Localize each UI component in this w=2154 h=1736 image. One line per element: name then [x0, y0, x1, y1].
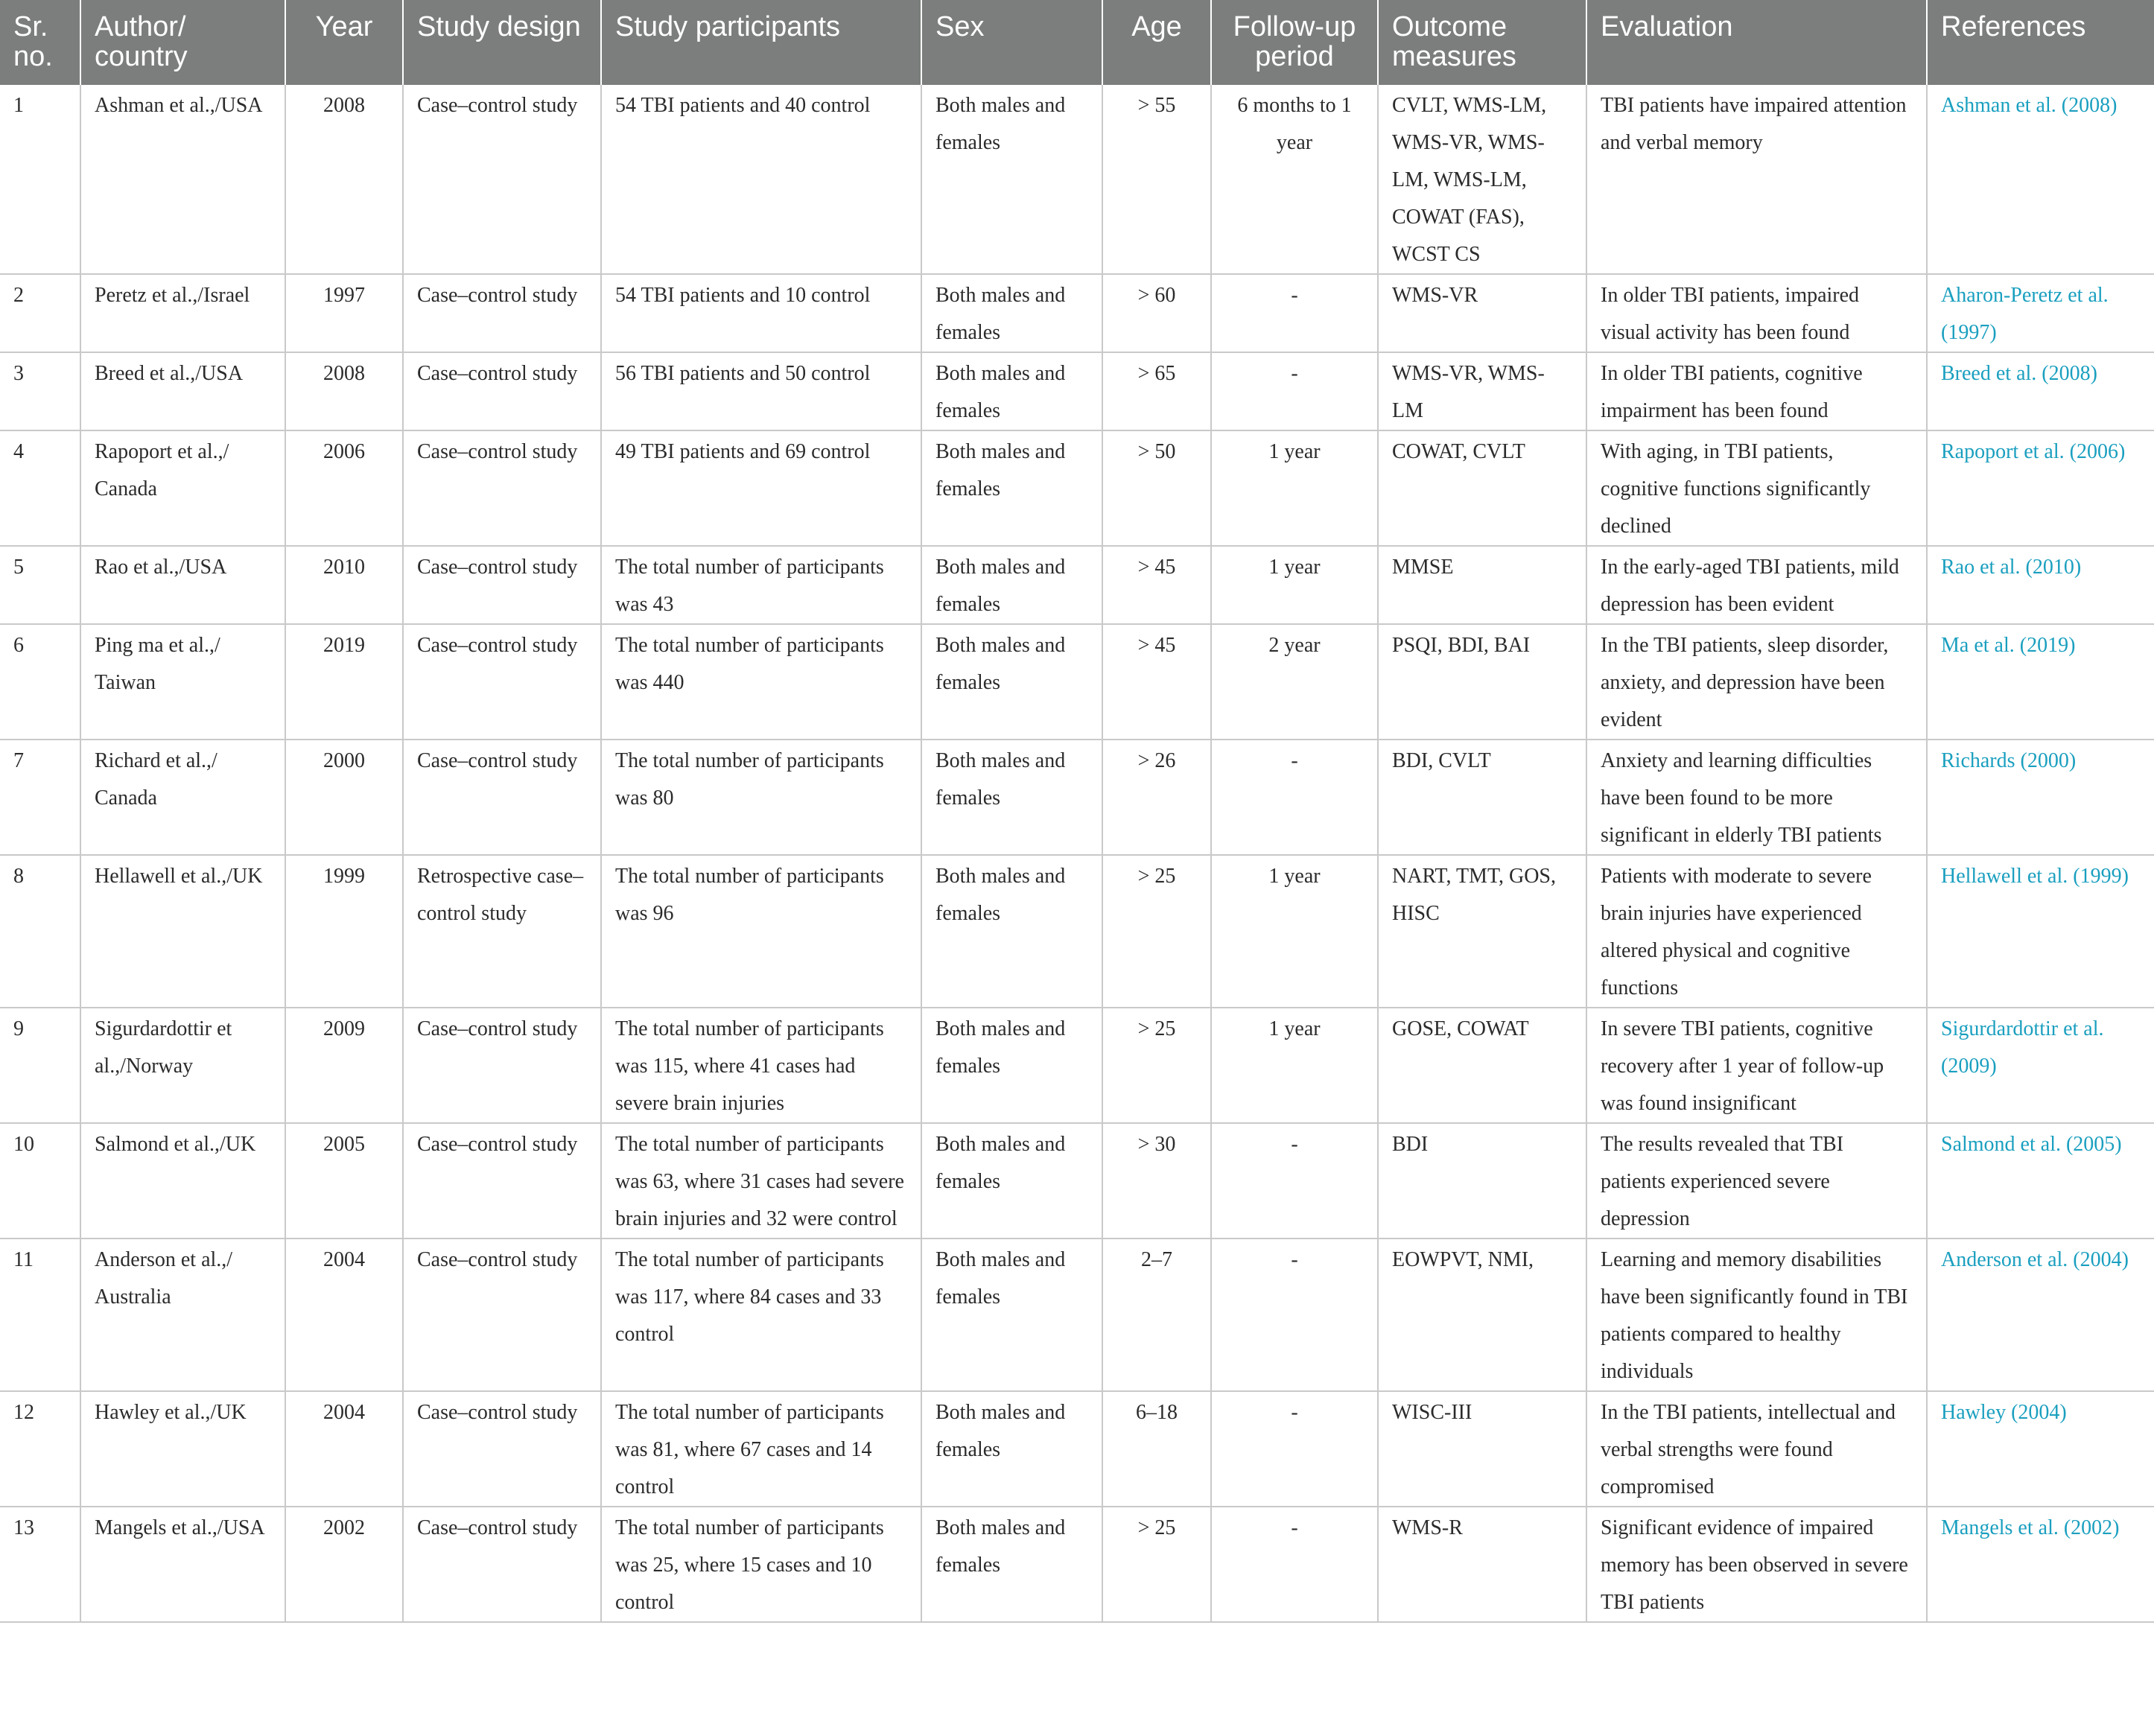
cell-study-participants: The total number of participants was 63, where 31 cases had severe brain injuries and 32 were control: [601, 1123, 921, 1239]
cell-age: > 45: [1102, 546, 1211, 624]
cell-reference-link[interactable]: Ma et al. (2019): [1927, 624, 2154, 740]
table-row: [0, 1123, 2154, 1239]
cell-author-country: Richard et al.,/ Canada: [80, 740, 285, 855]
cell-study-design: Case–control study: [403, 274, 601, 352]
cell-sr-no: 12: [0, 1391, 80, 1507]
table-row: [0, 274, 2154, 352]
cell-outcome-measures: CVLT, WMS-LM, WMS-VR, WMS-LM, WMS-LM, COWAT (FAS), WCST CS: [1378, 85, 1586, 274]
cell-evaluation: Significant evidence of impaired memory has been observed in severe TBI patients: [1586, 1507, 1927, 1622]
cell-outcome-measures: EOWPVT, NMI,: [1378, 1239, 1586, 1391]
cell-sr-no: 4: [0, 430, 80, 546]
cell-study-participants: The total number of participants was 117, where 84 cases and 33 control: [601, 1239, 921, 1391]
cell-outcome-measures: BDI: [1378, 1123, 1586, 1239]
cell-follow-up-period: -: [1211, 1123, 1378, 1239]
cell-year: 1997: [285, 274, 403, 352]
cell-outcome-measures: PSQI, BDI, BAI: [1378, 624, 1586, 740]
cell-reference-link[interactable]: Mangels et al. (2002): [1927, 1507, 2154, 1622]
cell-study-participants: 56 TBI patients and 50 control: [601, 352, 921, 430]
cell-evaluation: In severe TBI patients, cognitive recovery after 1 year of follow-up was found insignificant: [1586, 1008, 1927, 1123]
cell-study-participants: The total number of participants was 96: [601, 855, 921, 1008]
table-row: [0, 430, 2154, 546]
cell-sex: Both males and females: [921, 1123, 1102, 1239]
cell-follow-up-period: -: [1211, 740, 1378, 855]
cell-year: 2009: [285, 1008, 403, 1123]
cell-outcome-measures: GOSE, COWAT: [1378, 1008, 1586, 1123]
cell-sex: Both males and females: [921, 546, 1102, 624]
cell-author-country: Rao et al.,/USA: [80, 546, 285, 624]
cell-sr-no: 5: [0, 546, 80, 624]
cell-age: > 55: [1102, 85, 1211, 274]
cell-outcome-measures: WMS-VR, WMS-LM: [1378, 352, 1586, 430]
cell-author-country: Rapoport et al.,/ Canada: [80, 430, 285, 546]
cell-study-design: Case–control study: [403, 85, 601, 274]
cell-evaluation: In older TBI patients, cognitive impairment has been found: [1586, 352, 1927, 430]
cell-year: 2019: [285, 624, 403, 740]
cell-sex: Both males and females: [921, 624, 1102, 740]
header-sr-no: Sr. no.: [0, 0, 80, 85]
cell-follow-up-period: 1 year: [1211, 430, 1378, 546]
cell-age: > 30: [1102, 1123, 1211, 1239]
cell-study-participants: The total number of participants was 81, where 67 cases and 14 control: [601, 1391, 921, 1507]
cell-sex: Both males and females: [921, 855, 1102, 1008]
cell-author-country: Ashman et al.,/USA: [80, 85, 285, 274]
cell-study-participants: 54 TBI patients and 10 control: [601, 274, 921, 352]
cell-sex: Both males and females: [921, 85, 1102, 274]
cell-age: > 45: [1102, 624, 1211, 740]
cell-study-participants: The total number of participants was 440: [601, 624, 921, 740]
cell-reference-link[interactable]: Rapoport et al. (2006): [1927, 430, 2154, 546]
cell-sr-no: 1: [0, 85, 80, 274]
cell-author-country: Salmond et al.,/UK: [80, 1123, 285, 1239]
cell-sr-no: 2: [0, 274, 80, 352]
cell-follow-up-period: -: [1211, 352, 1378, 430]
cell-year: 2004: [285, 1239, 403, 1391]
cell-study-participants: The total number of participants was 25, where 15 cases and 10 control: [601, 1507, 921, 1622]
cell-outcome-measures: BDI, CVLT: [1378, 740, 1586, 855]
cell-follow-up-period: 6 months to 1 year: [1211, 85, 1378, 274]
cell-evaluation: In the TBI patients, sleep disorder, anxiety, and depression have been evident: [1586, 624, 1927, 740]
cell-author-country: Ping ma et al.,/ Taiwan: [80, 624, 285, 740]
cell-follow-up-period: 2 year: [1211, 624, 1378, 740]
cell-follow-up-period: -: [1211, 1391, 1378, 1507]
cell-year: 2000: [285, 740, 403, 855]
table-row: [0, 1239, 2154, 1391]
table-row: [0, 855, 2154, 1008]
cell-reference-link[interactable]: Rao et al. (2010): [1927, 546, 2154, 624]
cell-study-design: Case–control study: [403, 740, 601, 855]
cell-study-participants: The total number of participants was 43: [601, 546, 921, 624]
cell-study-participants: The total number of participants was 80: [601, 740, 921, 855]
cell-study-design: Case–control study: [403, 1391, 601, 1507]
cell-follow-up-period: 1 year: [1211, 546, 1378, 624]
cell-year: 2010: [285, 546, 403, 624]
cell-evaluation: In older TBI patients, impaired visual activity has been found: [1586, 274, 1927, 352]
cell-study-design: Case–control study: [403, 624, 601, 740]
table-row: [0, 85, 2154, 274]
cell-study-design: Case–control study: [403, 352, 601, 430]
cell-author-country: Anderson et al.,/ Australia: [80, 1239, 285, 1391]
table-row: [0, 546, 2154, 624]
cell-study-design: Case–control study: [403, 1507, 601, 1622]
cell-study-design: Case–control study: [403, 1123, 601, 1239]
cell-reference-link[interactable]: Breed et al. (2008): [1927, 352, 2154, 430]
cell-sex: Both males and females: [921, 352, 1102, 430]
cell-author-country: Sigurdardottir et al.,/Norway: [80, 1008, 285, 1123]
cell-age: > 60: [1102, 274, 1211, 352]
cell-outcome-measures: NART, TMT, GOS, HISC: [1378, 855, 1586, 1008]
cell-author-country: Peretz et al.,/Israel: [80, 274, 285, 352]
table-row: [0, 1391, 2154, 1507]
cell-reference-link[interactable]: Hellawell et al. (1999): [1927, 855, 2154, 1008]
cell-reference-link[interactable]: Sigurdardottir et al. (2009): [1927, 1008, 2154, 1123]
cell-outcome-measures: WISC-III: [1378, 1391, 1586, 1507]
cell-evaluation: Anxiety and learning difficulties have been found to be more significant in elderly TBI patients: [1586, 740, 1927, 855]
table-body: [0, 85, 2154, 1622]
cell-reference-link[interactable]: Aharon-Peretz et al. (1997): [1927, 274, 2154, 352]
header-evaluation: Evaluation: [1586, 0, 1927, 85]
cell-sr-no: 3: [0, 352, 80, 430]
cell-year: 2008: [285, 352, 403, 430]
cell-author-country: Mangels et al.,/USA: [80, 1507, 285, 1622]
cell-age: > 26: [1102, 740, 1211, 855]
cell-author-country: Hellawell et al.,/UK: [80, 855, 285, 1008]
cell-study-design: Retrospective case–control study: [403, 855, 601, 1008]
cell-sr-no: 13: [0, 1507, 80, 1622]
cell-reference-link[interactable]: Hawley (2004): [1927, 1391, 2154, 1507]
cell-age: 6–18: [1102, 1391, 1211, 1507]
cell-follow-up-period: -: [1211, 1239, 1378, 1391]
cell-study-participants: The total number of participants was 115, where 41 cases had severe brain injuries: [601, 1008, 921, 1123]
cell-sr-no: 7: [0, 740, 80, 855]
cell-study-design: Case–control study: [403, 546, 601, 624]
header-year: Year: [285, 0, 403, 85]
cell-outcome-measures: COWAT, CVLT: [1378, 430, 1586, 546]
cell-outcome-measures: WMS-VR: [1378, 274, 1586, 352]
cell-sex: Both males and females: [921, 1239, 1102, 1391]
cell-study-participants: 49 TBI patients and 69 control: [601, 430, 921, 546]
cell-age: > 25: [1102, 1507, 1211, 1622]
cell-follow-up-period: 1 year: [1211, 855, 1378, 1008]
table-row: [0, 1008, 2154, 1123]
cell-evaluation: The results revealed that TBI patients experienced severe depression: [1586, 1123, 1927, 1239]
table-row: [0, 740, 2154, 855]
cell-evaluation: In the early-aged TBI patients, mild depression has been evident: [1586, 546, 1927, 624]
table-header: [0, 0, 2154, 85]
table-row: [0, 352, 2154, 430]
cell-author-country: Hawley et al.,/UK: [80, 1391, 285, 1507]
cell-sr-no: 11: [0, 1239, 80, 1391]
cell-sex: Both males and females: [921, 430, 1102, 546]
cell-sex: Both males and females: [921, 1008, 1102, 1123]
cell-outcome-measures: WMS-R: [1378, 1507, 1586, 1622]
cell-year: 2008: [285, 85, 403, 274]
header-follow-up-period: Follow-up period: [1211, 0, 1378, 85]
cell-age: > 25: [1102, 855, 1211, 1008]
cell-age: > 50: [1102, 430, 1211, 546]
cell-year: 2004: [285, 1391, 403, 1507]
cell-sex: Both males and females: [921, 1507, 1102, 1622]
cell-evaluation: Patients with moderate to severe brain injuries have experienced altered physical and cognitive functions: [1586, 855, 1927, 1008]
cell-reference-link[interactable]: Salmond et al. (2005): [1927, 1123, 2154, 1239]
cell-outcome-measures: MMSE: [1378, 546, 1586, 624]
header-outcome-measures: Outcome measures: [1378, 0, 1586, 85]
cell-author-country: Breed et al.,/USA: [80, 352, 285, 430]
table-row: [0, 1507, 2154, 1622]
cell-follow-up-period: -: [1211, 1507, 1378, 1622]
header-study-participants: Study participants: [601, 0, 921, 85]
cell-year: 2002: [285, 1507, 403, 1622]
header-author-country: Author/ country: [80, 0, 285, 85]
cell-follow-up-period: 1 year: [1211, 1008, 1378, 1123]
cell-evaluation: In the TBI patients, intellectual and verbal strengths were found compromised: [1586, 1391, 1927, 1507]
cell-year: 2005: [285, 1123, 403, 1239]
cell-evaluation: Learning and memory disabilities have been significantly found in TBI patients compared to healthy individuals: [1586, 1239, 1927, 1391]
header-sex: Sex: [921, 0, 1102, 85]
cell-reference-link[interactable]: Ashman et al. (2008): [1927, 85, 2154, 274]
cell-age: > 65: [1102, 352, 1211, 430]
cell-sex: Both males and females: [921, 740, 1102, 855]
cell-sr-no: 6: [0, 624, 80, 740]
cell-evaluation: TBI patients have impaired attention and verbal memory: [1586, 85, 1927, 274]
cell-age: > 25: [1102, 1008, 1211, 1123]
cell-study-design: Case–control study: [403, 1239, 601, 1391]
cell-sex: Both males and females: [921, 274, 1102, 352]
cell-study-design: Case–control study: [403, 430, 601, 546]
header-age: Age: [1102, 0, 1211, 85]
cell-sr-no: 8: [0, 855, 80, 1008]
cell-year: 2006: [285, 430, 403, 546]
header-row: [0, 0, 2154, 85]
cell-sr-no: 10: [0, 1123, 80, 1239]
cell-reference-link[interactable]: Anderson et al. (2004): [1927, 1239, 2154, 1391]
header-study-design: Study design: [403, 0, 601, 85]
cell-age: 2–7: [1102, 1239, 1211, 1391]
cell-follow-up-period: -: [1211, 274, 1378, 352]
cell-study-design: Case–control study: [403, 1008, 601, 1123]
header-references: References: [1927, 0, 2154, 85]
cell-year: 1999: [285, 855, 403, 1008]
cell-sr-no: 9: [0, 1008, 80, 1123]
cell-reference-link[interactable]: Richards (2000): [1927, 740, 2154, 855]
cell-evaluation: With aging, in TBI patients, cognitive functions significantly declined: [1586, 430, 1927, 546]
cell-study-participants: 54 TBI patients and 40 control: [601, 85, 921, 274]
table-row: [0, 624, 2154, 740]
cell-sex: Both males and females: [921, 1391, 1102, 1507]
